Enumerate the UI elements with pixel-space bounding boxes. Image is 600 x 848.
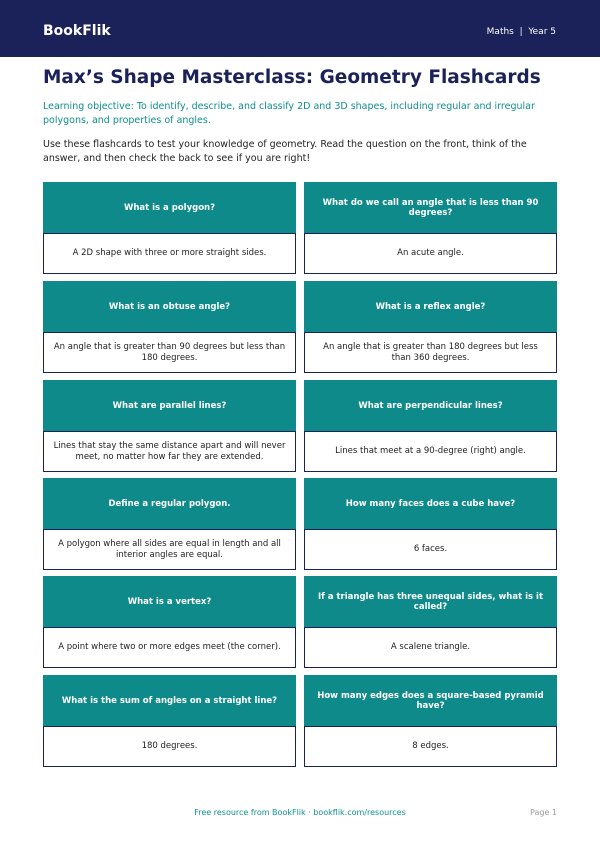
flashcard [43,675,296,767]
flashcard [304,182,557,274]
footer-credit: Free resource from BookFlik · bookflik.com/resources [194,808,406,817]
flashcard-answer: Lines that meet at a 90-degree (right) angle. [304,431,557,472]
flashcard-question: What is an obtuse angle? [43,281,296,332]
flashcard [304,675,557,767]
flashcard-question: What is the sum of angles on a straight line? [43,675,296,726]
flashcard-answer: An acute angle. [304,233,557,274]
flashcard [43,576,296,668]
flashcard-answer: A 2D shape with three or more straight sides. [43,233,296,274]
flashcard-question: What is a polygon? [43,182,296,233]
flashcard-answer: A point where two or more edges meet (the corner). [43,627,296,668]
flashcard [43,380,296,472]
flashcard-question: What are perpendicular lines? [304,380,557,431]
flashcard-question: What do we call an angle that is less than 90 degrees? [304,182,557,233]
flashcard [304,478,557,570]
flashcard-answer: An angle that is greater than 90 degrees but less than 180 degrees. [43,332,296,373]
page-title: Max’s Shape Masterclass: Geometry Flashcards [43,67,541,88]
flashcard-answer: A scalene triangle. [304,627,557,668]
flashcard-question: How many faces does a cube have? [304,478,557,529]
subject-year-label: Maths | Year 5 [486,27,556,37]
flashcard-answer: 6 faces. [304,529,557,570]
flashcard-answer: A polygon where all sides are equal in length and all interior angles are equal. [43,529,296,570]
flashcard-question: What is a vertex? [43,576,296,627]
flashcard [43,281,296,373]
flashcard-answer: 8 edges. [304,726,557,767]
flashcard-question: What is a reflex angle? [304,281,557,332]
flashcard-answer: An angle that is greater than 180 degrees but less than 360 degrees. [304,332,557,373]
flashcard-question: How many edges does a square-based pyramid have? [304,675,557,726]
flashcard [43,182,296,274]
page-number: Page 1 [530,808,557,817]
flashcard-answer: Lines that stay the same distance apart and will never meet, no matter how far they are extended. [43,431,296,472]
flashcard [304,576,557,668]
flashcard [304,380,557,472]
flashcard-question: What are parallel lines? [43,380,296,431]
flashcard-answer: 180 degrees. [43,726,296,767]
flashcard-question: Define a regular polygon. [43,478,296,529]
flashcard [304,281,557,373]
flashcard-question: If a triangle has three unequal sides, what is it called? [304,576,557,627]
learning-objective: Learning objective: To identify, describe, and classify 2D and 3D shapes, including regular and irregular polygons, and properties of angles. [43,101,535,126]
brand-logo: BookFlik [43,23,111,39]
instructions: Use these flashcards to test your knowledge of geometry. Read the question on the front, think of the answer, and then check the back to see if you are right! [43,139,527,164]
flashcard [43,478,296,570]
top-bar [0,0,600,57]
